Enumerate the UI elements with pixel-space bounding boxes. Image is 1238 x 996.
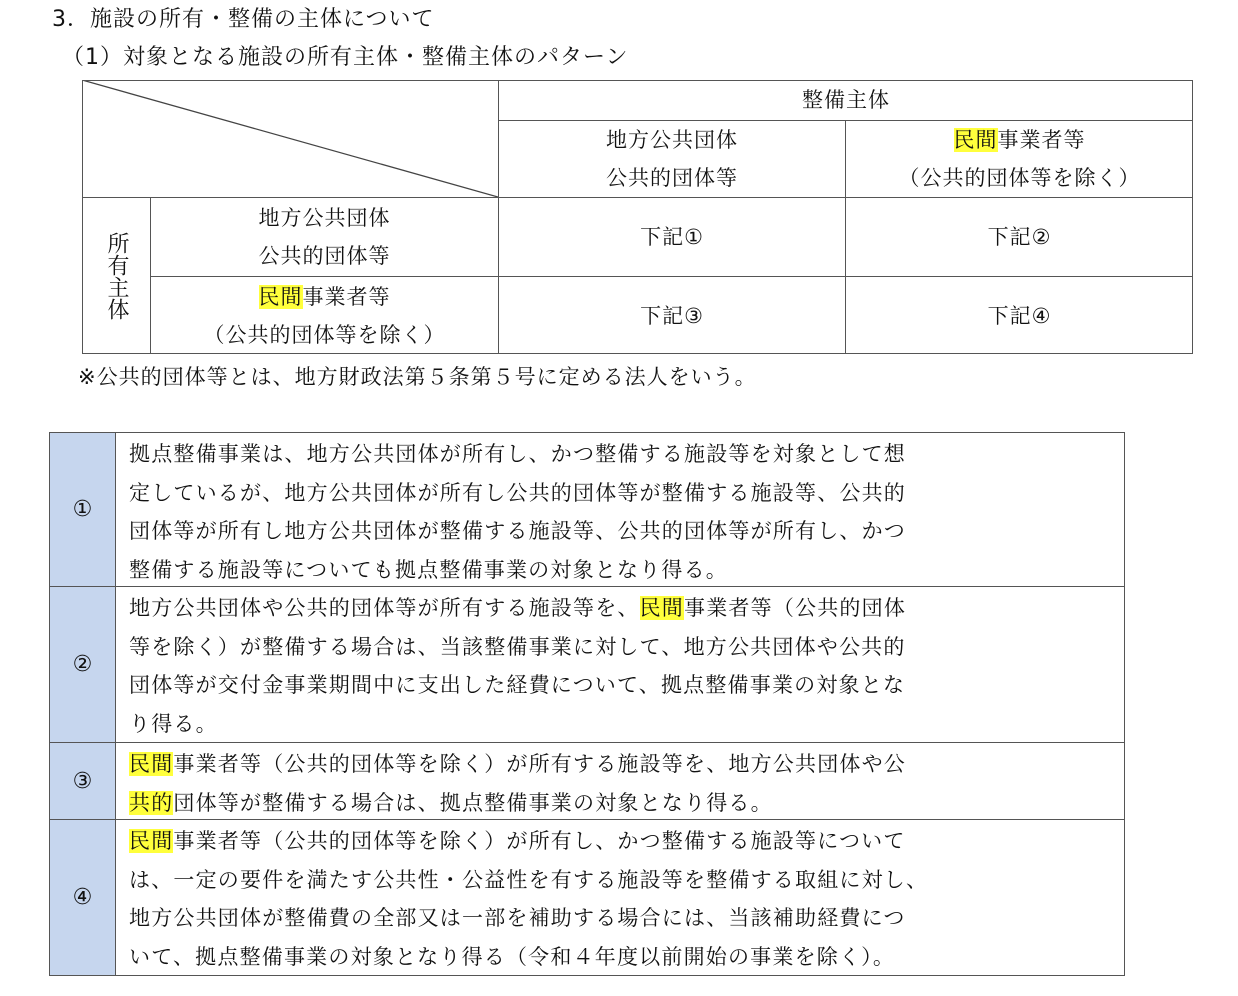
highlight-minkan: 民間 xyxy=(129,752,174,776)
text-span: 事業者等（公共的団体等を除く）が所有し、かつ整備する施設等について xyxy=(173,829,906,853)
explanation-number-4: ④ xyxy=(50,820,116,975)
matrix-cell-3 xyxy=(498,276,845,354)
developer-header xyxy=(498,80,1193,120)
text-span: 事業者等（公共的団体 xyxy=(684,596,907,620)
explanation-text-2 xyxy=(116,587,1124,742)
owner-header xyxy=(82,197,150,354)
text-line: 定しているが、地方公共団体が所有し公共的団体等が整備する施設等、公共的 xyxy=(129,480,906,505)
explanation-number-3: ③ xyxy=(50,743,116,819)
row-header-public-line2: 公共的団体等 xyxy=(258,244,391,268)
row-header-private xyxy=(150,276,498,354)
col-header-public-line1: 地方公共団体 xyxy=(606,128,738,152)
text-line: は、一定の要件を満たす公共性・公益性を有する施設等を整備する取組に対し、 xyxy=(129,867,929,892)
text-line: り得る。 xyxy=(129,711,218,736)
owner-header-label: 所有主体 xyxy=(104,232,129,320)
matrix-cell-3-label: 下記③ xyxy=(640,303,704,328)
explanation-table xyxy=(49,432,1125,976)
text-line xyxy=(129,822,1114,861)
explanation-row-1 xyxy=(50,433,1124,586)
subsection-title: （1）対象となる施設の所有主体・整備主体のパターン xyxy=(62,45,629,70)
col-header-private-line1-rest: 事業者等 xyxy=(997,128,1086,152)
text-line: 団体等が交付金事業期間中に支出した経費について、拠点整備事業の対象とな xyxy=(129,673,906,697)
col-header-public xyxy=(498,120,845,197)
row-header-private-line2: （公共的団体等を除く） xyxy=(203,322,446,347)
matrix-cell-4-label: 下記④ xyxy=(987,303,1052,328)
col-header-private xyxy=(845,120,1193,197)
matrix-cell-4 xyxy=(845,276,1193,354)
col-header-private-line1 xyxy=(954,121,1086,159)
matrix-cell-2-label: 下記② xyxy=(987,225,1052,249)
highlight-minkan: 民間 xyxy=(258,284,303,309)
explanation-row-4 xyxy=(50,819,1124,975)
highlight-minkan: 民間 xyxy=(639,596,685,620)
text-line xyxy=(129,745,1114,784)
col-header-public-line2: 公共的団体等 xyxy=(606,166,738,190)
row-header-public xyxy=(150,197,498,276)
text-line xyxy=(129,784,1114,823)
matrix-cell-1 xyxy=(498,197,845,276)
footnote: ※公共的団体等とは、地方財政法第５条第５号に定める法人をいう。 xyxy=(78,365,757,389)
col-header-private-line2: （公共的団体等を除く） xyxy=(898,166,1141,190)
text-line: 団体等が所有し地方公共団体が整備する施設等、公共的団体等が所有し、かつ xyxy=(129,519,906,543)
highlight-minkan: 民間 xyxy=(129,829,174,853)
matrix-cell-1-label: 下記① xyxy=(640,225,704,249)
explanation-text-1 xyxy=(116,433,1124,586)
row-header-private-line1-rest: 事業者等 xyxy=(302,284,391,309)
diagonal-line xyxy=(82,80,498,197)
developer-header-label: 整備主体 xyxy=(802,88,890,112)
text-line: 拠点整備事業は、地方公共団体が所有し、かつ整備する施設等を対象として想 xyxy=(129,442,906,466)
matrix-cell-2 xyxy=(845,197,1193,276)
explanation-number-2: ② xyxy=(50,587,116,742)
row-header-private-line1 xyxy=(259,278,391,316)
text-line: 整備する施設等についても拠点整備事業の対象となり得る。 xyxy=(129,557,728,582)
section-title: 3．施設の所有・整備の主体について xyxy=(52,7,435,32)
text-span: 地方公共団体や公共的団体等が所有する施設等を、 xyxy=(129,596,640,620)
text-line: いて、拠点整備事業の対象となり得る（令和４年度以前開始の事業を除く）。 xyxy=(129,944,896,969)
text-span: 団体等が整備する場合は、拠点整備事業の対象となり得る。 xyxy=(173,790,773,815)
text-line: 地方公共団体が整備費の全部又は一部を補助する場合には、当該補助経費につ xyxy=(129,906,906,930)
text-span: 事業者等（公共的団体等を除く）が所有する施設等を、地方公共団体や公 xyxy=(173,752,907,776)
explanation-text-4 xyxy=(116,820,1124,975)
ownership-matrix-table xyxy=(82,80,1193,354)
text-line: 等を除く）が整備する場合は、当該整備事業に対して、地方公共団体や公共的 xyxy=(129,634,906,659)
corner-cell xyxy=(82,80,498,197)
text-line xyxy=(129,589,1114,628)
explanation-number-1: ① xyxy=(50,433,116,586)
explanation-row-3 xyxy=(50,742,1124,819)
row-header-public-line1: 地方公共団体 xyxy=(258,206,391,230)
explanation-row-2 xyxy=(50,586,1124,742)
highlight-minkan: 民間 xyxy=(953,128,998,152)
explanation-text-3 xyxy=(116,743,1124,819)
highlight-kyoteki: 共的 xyxy=(129,790,174,815)
